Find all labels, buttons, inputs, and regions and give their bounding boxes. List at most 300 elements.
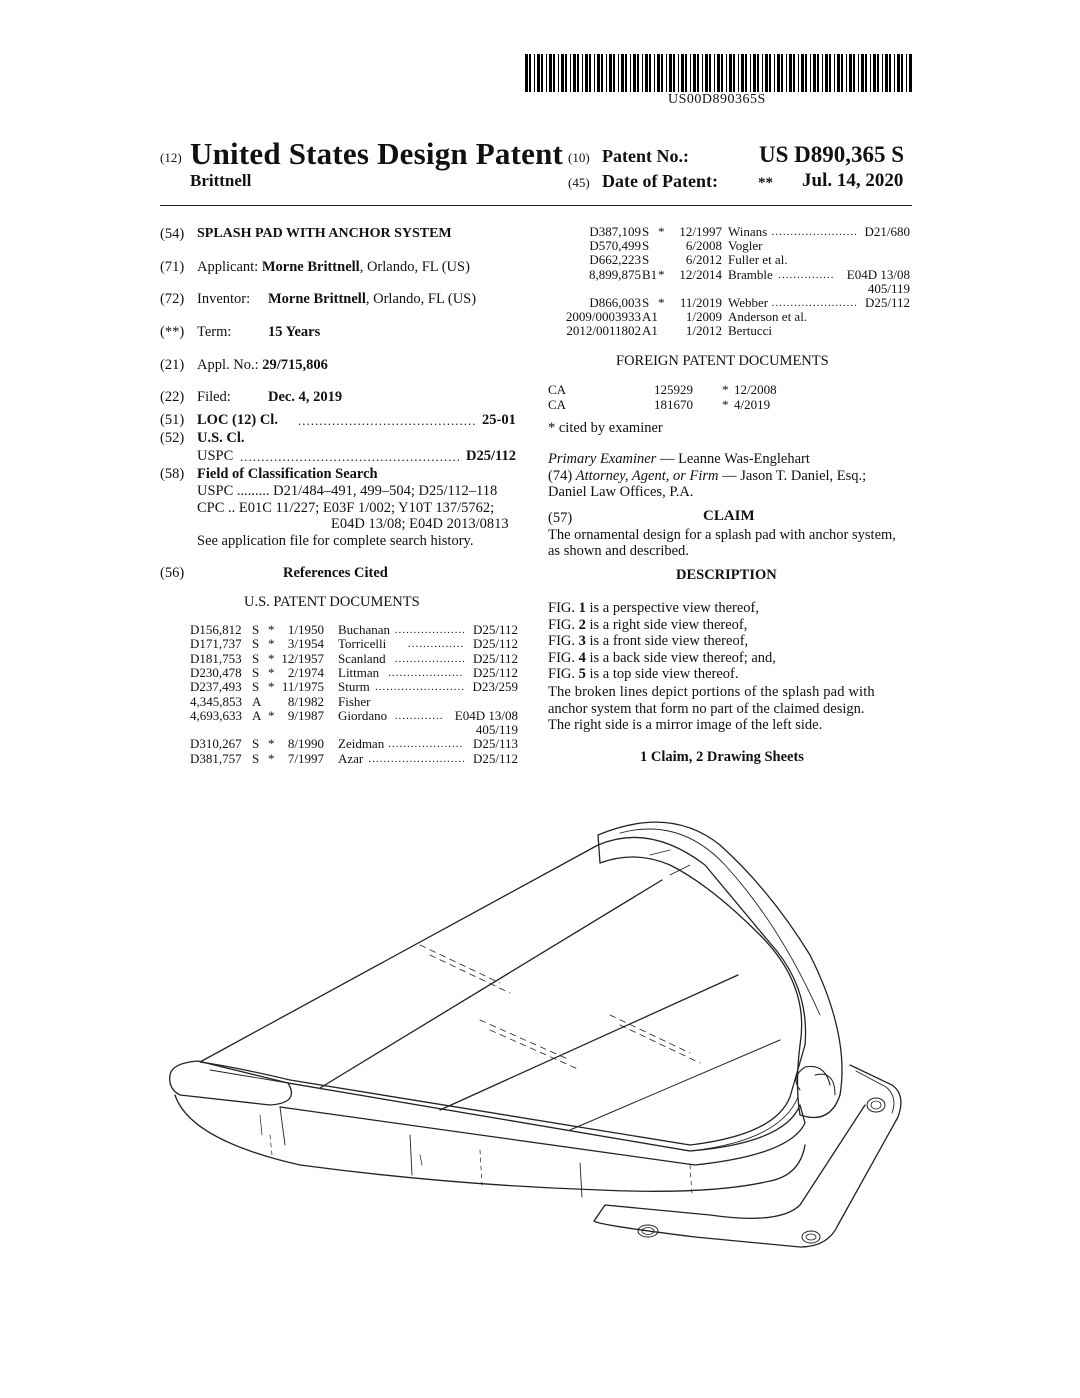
barcode-bar bbox=[534, 54, 535, 92]
barcode-bar bbox=[573, 54, 576, 92]
fig-text: is a perspective view thereof, bbox=[585, 600, 759, 616]
barcode-bar bbox=[777, 54, 780, 92]
barcode-bar bbox=[858, 54, 859, 92]
classification-cpc-2: E04D 13/08; E04D 2013/0813 bbox=[331, 516, 509, 532]
foreign-country: CA bbox=[548, 396, 567, 412]
reference-kind: S bbox=[252, 750, 260, 766]
reference-row bbox=[190, 652, 530, 666]
reference-kind: S bbox=[252, 622, 260, 637]
barcode-bar bbox=[745, 54, 747, 92]
reference-cls: D25/112 bbox=[472, 664, 518, 680]
barcode-bar bbox=[685, 54, 687, 92]
attorney-label: Attorney, Agent, or Firm bbox=[575, 468, 719, 484]
barcode-bar bbox=[609, 54, 612, 92]
fig-number: 5 bbox=[578, 666, 586, 682]
fig-number: 3 bbox=[578, 633, 586, 649]
reference-num: 4,693,633 bbox=[190, 707, 242, 723]
reference-kind: S bbox=[252, 636, 260, 652]
reference-cls: E04D 13/08 bbox=[454, 707, 518, 723]
reference-leader bbox=[395, 652, 464, 666]
reference-leader bbox=[772, 225, 856, 239]
examiner-label: Primary Examiner bbox=[548, 451, 657, 467]
reference-name: Anderson et al. bbox=[728, 309, 808, 325]
barcode-bar bbox=[741, 54, 744, 92]
barcode-bar bbox=[733, 54, 735, 92]
barcode-bar bbox=[765, 54, 768, 92]
barcode-bar bbox=[678, 54, 679, 92]
reference-kind: S bbox=[642, 252, 650, 268]
reference-num: D387,109 bbox=[589, 224, 641, 239]
classification-cpc-1: CPC .. E01C 11/227; E03F 1/002; Y10T 137/5762; bbox=[197, 500, 495, 516]
cited-note: * cited by examiner bbox=[548, 420, 663, 436]
reference-kind: A bbox=[252, 707, 262, 723]
fig-text: is a top side view thereof. bbox=[585, 666, 739, 682]
reference-date: 1/1950 bbox=[287, 622, 324, 637]
reference-row bbox=[548, 296, 910, 310]
reference-num: D866,003 bbox=[589, 295, 641, 310]
reference-cls: E04D 13/08 bbox=[846, 266, 910, 282]
field-51-code: (51) bbox=[160, 412, 185, 428]
barcode-bar bbox=[582, 54, 583, 92]
barcode-bar bbox=[798, 54, 799, 92]
barcode-bar bbox=[666, 54, 667, 92]
barcode-bar bbox=[529, 54, 531, 92]
barcode-bar bbox=[606, 54, 607, 92]
reference-kind: A bbox=[252, 693, 262, 709]
barcode-bar bbox=[897, 54, 900, 92]
applicant-line bbox=[197, 259, 470, 276]
reference-row bbox=[190, 709, 530, 723]
reference-num: D181,753 bbox=[190, 650, 242, 666]
reference-row bbox=[548, 310, 910, 324]
reference-name: Bertucci bbox=[728, 323, 773, 339]
reference-cls: D21/680 bbox=[864, 224, 910, 239]
barcode-bar bbox=[601, 54, 603, 92]
reference-row bbox=[548, 225, 910, 239]
reference-num: 8,899,875 bbox=[589, 266, 641, 282]
reference-star: * bbox=[268, 750, 275, 766]
reference-leader bbox=[388, 666, 463, 680]
fig-number: 4 bbox=[578, 649, 586, 666]
reference-row bbox=[190, 695, 530, 709]
fig-prefix: FIG. bbox=[548, 666, 579, 682]
barcode-bar bbox=[642, 54, 643, 92]
barcode-bar bbox=[649, 54, 651, 92]
reference-star: * bbox=[268, 736, 275, 752]
examiner-name: — Leanne Was-Englehart bbox=[656, 451, 810, 467]
inventor-name: Morne Brittnell bbox=[268, 291, 366, 307]
reference-star: * bbox=[268, 650, 275, 666]
patent-title: United States Design Patent bbox=[190, 136, 564, 171]
attorney-line bbox=[548, 468, 866, 485]
us-cl-label: U.S. Cl. bbox=[197, 430, 245, 446]
reference-date: 1/2012 bbox=[685, 323, 722, 339]
reference-num: D237,493 bbox=[190, 679, 242, 695]
barcode-bar bbox=[661, 54, 663, 92]
field-52-code: (52) bbox=[160, 430, 185, 446]
reference-num: 4,345,853 bbox=[190, 693, 242, 709]
uspc-value: D25/112 bbox=[466, 448, 516, 464]
barcode-bar bbox=[822, 54, 823, 92]
barcode-bar bbox=[546, 54, 547, 92]
reference-star: * bbox=[268, 622, 275, 637]
patent-date: Jul. 14, 2020 bbox=[802, 170, 904, 191]
reference-date: 12/1957 bbox=[281, 650, 324, 666]
barcode-bar bbox=[825, 54, 828, 92]
fig-prefix: FIG. bbox=[548, 616, 579, 633]
reference-kind: S bbox=[642, 224, 650, 239]
reference-star: * bbox=[268, 707, 275, 723]
fig-text: is a right side view thereof, bbox=[585, 616, 748, 633]
date-label: Date of Patent: bbox=[602, 171, 718, 191]
examiner-line bbox=[548, 451, 810, 468]
barcode-bar bbox=[549, 54, 552, 92]
field-56-code: (56) bbox=[160, 565, 185, 581]
attorney-firm: Daniel Law Offices, P.A. bbox=[548, 484, 694, 500]
broken-lines-2: anchor system that form no part of the claimed design. bbox=[548, 701, 865, 717]
loc-label: LOC (12) Cl. bbox=[197, 412, 278, 428]
reference-name: Scanland bbox=[338, 650, 386, 666]
barcode-bar bbox=[877, 54, 879, 92]
reference-row bbox=[190, 623, 530, 637]
reference-cls: D25/112 bbox=[472, 750, 518, 766]
reference-name: Zeidman bbox=[338, 736, 385, 752]
reference-num: D570,499 bbox=[589, 238, 641, 254]
reference-num: D156,812 bbox=[190, 622, 242, 637]
barcode-bar bbox=[558, 54, 559, 92]
barcode-bar bbox=[829, 54, 831, 92]
uspc-leader bbox=[240, 449, 462, 465]
barcode-bar bbox=[570, 54, 571, 92]
barcode-bar bbox=[801, 54, 804, 92]
inventor-line bbox=[268, 291, 476, 308]
reference-date: 6/2008 bbox=[685, 238, 722, 254]
splash-pad-perspective-drawing bbox=[150, 805, 930, 1285]
barcode-bar bbox=[565, 54, 567, 92]
reference-date: 12/1997 bbox=[679, 224, 722, 239]
barcode-bar bbox=[525, 54, 528, 92]
header-divider bbox=[160, 205, 912, 206]
foreign-star: * bbox=[722, 396, 729, 412]
reference-row bbox=[190, 723, 530, 737]
reference-num: D171,737 bbox=[190, 636, 242, 652]
reference-leader bbox=[408, 637, 464, 651]
reference-star: * bbox=[658, 295, 665, 310]
barcode-bar bbox=[810, 54, 811, 92]
fig-text: is a back side view thereof; and, bbox=[585, 649, 776, 666]
reference-name: Fuller et al. bbox=[728, 252, 788, 268]
reference-row bbox=[548, 239, 910, 253]
claims-sheets: 1 Claim, 2 Drawing Sheets bbox=[640, 749, 804, 765]
foreign-date: 12/2008 bbox=[734, 382, 777, 397]
barcode-bar bbox=[690, 54, 691, 92]
barcode-bar bbox=[714, 54, 715, 92]
field-72-code: (72) bbox=[160, 291, 185, 307]
appl-line bbox=[197, 357, 328, 374]
reference-star: * bbox=[268, 636, 275, 652]
reference-cls: D25/113 bbox=[472, 736, 518, 752]
reference-num: D230,478 bbox=[190, 664, 242, 680]
foreign-row bbox=[548, 398, 788, 412]
barcode-bar bbox=[537, 54, 540, 92]
classification-uspc: USPC ......... D21/484–491, 499–504; D25/112–118 bbox=[197, 483, 498, 499]
reference-kind: A1 bbox=[642, 323, 658, 339]
barcode-bar bbox=[909, 54, 912, 92]
foreign-country: CA bbox=[548, 382, 567, 397]
barcode-bar bbox=[618, 54, 619, 92]
reference-kind: S bbox=[642, 295, 650, 310]
barcode-bar bbox=[865, 54, 867, 92]
claim-code: (57) bbox=[548, 510, 573, 526]
barcode-bar bbox=[849, 54, 852, 92]
reference-name: Buchanan bbox=[338, 622, 390, 637]
barcode-bar bbox=[894, 54, 895, 92]
reference-cls: 405/119 bbox=[475, 722, 518, 738]
barcode-bar bbox=[882, 54, 883, 92]
reference-num: D662,223 bbox=[589, 252, 641, 268]
reference-kind: S bbox=[642, 238, 650, 254]
barcode-bar bbox=[630, 54, 631, 92]
reference-kind: S bbox=[252, 679, 260, 695]
barcode-bar bbox=[817, 54, 819, 92]
reference-num: D310,267 bbox=[190, 736, 242, 752]
reference-name: Webber bbox=[728, 295, 769, 310]
barcode-bar bbox=[721, 54, 723, 92]
barcode-bar bbox=[673, 54, 675, 92]
claim-line-1: The ornamental design for a splash pad with anchor system, bbox=[548, 527, 896, 543]
barcode-bar bbox=[585, 54, 588, 92]
reference-num: 2012/0011802 bbox=[566, 323, 641, 339]
barcode-bar bbox=[774, 54, 775, 92]
barcode-bar bbox=[717, 54, 720, 92]
reference-leader bbox=[388, 737, 463, 751]
fig-prefix: FIG. bbox=[548, 600, 579, 616]
barcode-bar bbox=[870, 54, 871, 92]
barcode-bar bbox=[637, 54, 639, 92]
fig-description bbox=[548, 650, 776, 667]
reference-leader bbox=[375, 680, 464, 694]
reference-cls: 405/119 bbox=[867, 280, 910, 296]
barcode-bar bbox=[873, 54, 876, 92]
appl-number: 29/715,806 bbox=[262, 357, 328, 373]
field-58-code: (58) bbox=[160, 466, 185, 482]
reference-date: 8/1982 bbox=[287, 693, 324, 709]
reference-date: 3/1954 bbox=[287, 636, 324, 652]
reference-leader bbox=[368, 752, 463, 766]
fig-description bbox=[548, 600, 759, 617]
term-value: 15 Years bbox=[268, 324, 321, 340]
fig-description bbox=[548, 633, 748, 650]
barcode-bar bbox=[709, 54, 711, 92]
reference-name: Littman bbox=[338, 664, 380, 680]
code-10: (10) bbox=[568, 150, 590, 165]
barcode-bar bbox=[738, 54, 739, 92]
code-45: (45) bbox=[568, 175, 590, 190]
fig-description bbox=[548, 617, 747, 634]
fig-number: 1 bbox=[578, 600, 586, 616]
barcode-bar bbox=[901, 54, 903, 92]
field-71-code: (71) bbox=[160, 259, 185, 275]
reference-num: D381,757 bbox=[190, 750, 242, 766]
field-54-code: (54) bbox=[160, 226, 185, 242]
barcode-bar bbox=[789, 54, 792, 92]
reference-date: 6/2012 bbox=[685, 252, 722, 268]
inventor-label: Inventor: bbox=[197, 291, 251, 307]
barcode-bar bbox=[625, 54, 627, 92]
appl-label: Appl. No.: bbox=[197, 357, 259, 373]
claim-heading: CLAIM bbox=[703, 508, 755, 524]
date-marker: ** bbox=[758, 175, 773, 191]
reference-cls: D23/259 bbox=[472, 679, 518, 695]
barcode-bar bbox=[841, 54, 843, 92]
barcode-bar bbox=[613, 54, 615, 92]
reference-cls: D25/112 bbox=[472, 636, 518, 652]
inventor-surname: Brittnell bbox=[190, 171, 252, 190]
foreign-heading: FOREIGN PATENT DOCUMENTS bbox=[616, 353, 829, 369]
reference-row bbox=[190, 637, 530, 651]
loc-value: 25-01 bbox=[482, 412, 516, 428]
filed-label: Filed: bbox=[197, 389, 231, 405]
barcode-bar bbox=[834, 54, 835, 92]
reference-name: Torricelli bbox=[338, 636, 387, 652]
reference-date: 1/2009 bbox=[685, 309, 722, 325]
reference-row bbox=[190, 680, 530, 694]
barcode-bar bbox=[729, 54, 732, 92]
field-21-code: (21) bbox=[160, 357, 185, 373]
mirror-note: The right side is a mirror image of the left side. bbox=[548, 717, 823, 733]
applicant-label: Applicant: bbox=[197, 259, 259, 275]
reference-star: * bbox=[268, 679, 275, 695]
barcode-bar bbox=[885, 54, 888, 92]
barcode-bar bbox=[702, 54, 703, 92]
reference-star: * bbox=[268, 664, 275, 680]
reference-cls: D25/112 bbox=[472, 622, 518, 637]
barcode-bar bbox=[805, 54, 807, 92]
barcode-bar bbox=[645, 54, 648, 92]
fig-prefix: FIG. bbox=[548, 649, 579, 666]
reference-date: 2/1974 bbox=[287, 664, 324, 680]
uspc-label: USPC bbox=[197, 448, 234, 464]
fig-prefix: FIG. bbox=[548, 633, 579, 649]
barcode-bar bbox=[786, 54, 787, 92]
reference-date: 7/1997 bbox=[287, 750, 324, 766]
claim-line-2: as shown and described. bbox=[548, 543, 689, 559]
foreign-star: * bbox=[722, 382, 729, 397]
reference-name: Azar bbox=[338, 750, 364, 766]
barcode bbox=[525, 54, 915, 92]
barcode-bar bbox=[633, 54, 636, 92]
reference-kind: A1 bbox=[642, 309, 658, 325]
reference-leader bbox=[395, 709, 442, 723]
fig-text: is a front side view thereof, bbox=[585, 633, 749, 649]
reference-date: 11/2019 bbox=[679, 295, 722, 310]
barcode-bar bbox=[793, 54, 795, 92]
barcode-bar bbox=[769, 54, 771, 92]
foreign-row bbox=[548, 383, 788, 397]
attorney-name: — Jason T. Daniel, Esq.; bbox=[718, 468, 867, 484]
barcode-bar bbox=[697, 54, 699, 92]
barcode-bar bbox=[621, 54, 624, 92]
reference-name: Bramble bbox=[728, 266, 773, 282]
fig-number: 2 bbox=[578, 616, 586, 633]
fig-description bbox=[548, 666, 739, 683]
reference-star: * bbox=[658, 224, 665, 239]
us-docs-heading: U.S. PATENT DOCUMENTS bbox=[244, 594, 420, 610]
reference-row bbox=[548, 324, 910, 338]
term-label: Term: bbox=[197, 324, 232, 340]
barcode-text: US00D890365S bbox=[668, 92, 766, 107]
reference-row bbox=[190, 666, 530, 680]
search-history-note: See application file for complete search history. bbox=[197, 533, 474, 549]
attorney-code: (74) bbox=[548, 468, 573, 484]
reference-cls: D25/112 bbox=[864, 295, 910, 310]
loc-leader bbox=[298, 413, 476, 429]
barcode-bar bbox=[705, 54, 708, 92]
barcode-bar bbox=[837, 54, 840, 92]
reference-num: 2009/0003933 bbox=[565, 309, 641, 325]
reference-kind: S bbox=[252, 664, 260, 680]
barcode-bar bbox=[669, 54, 672, 92]
reference-leader bbox=[778, 268, 834, 282]
reference-name: Winans bbox=[728, 224, 768, 239]
code-12: (12) bbox=[160, 150, 182, 165]
foreign-num: 181670 bbox=[654, 396, 693, 412]
reference-date: 12/2014 bbox=[679, 266, 722, 282]
broken-lines-1: The broken lines depict portions of the splash pad with bbox=[548, 684, 875, 700]
reference-kind: S bbox=[252, 650, 260, 666]
barcode-bar bbox=[753, 54, 756, 92]
barcode-bar bbox=[726, 54, 727, 92]
barcode-bar bbox=[853, 54, 855, 92]
barcode-bar bbox=[861, 54, 864, 92]
reference-date: 11/1975 bbox=[281, 679, 324, 695]
reference-name: Fisher bbox=[338, 693, 371, 709]
reference-kind: S bbox=[252, 736, 260, 752]
barcode-bar bbox=[757, 54, 759, 92]
barcode-bar bbox=[889, 54, 891, 92]
barcode-bar bbox=[762, 54, 763, 92]
foreign-date: 4/2019 bbox=[734, 396, 771, 412]
barcode-bar bbox=[846, 54, 847, 92]
patent-no-label: Patent No.: bbox=[602, 146, 689, 166]
applicant-name: Morne Brittnell bbox=[261, 259, 360, 275]
term-code: (**) bbox=[160, 324, 185, 340]
reference-row bbox=[548, 268, 910, 282]
barcode-bar bbox=[750, 54, 751, 92]
reference-row bbox=[190, 752, 530, 766]
reference-date: 8/1990 bbox=[287, 736, 324, 752]
barcode-bar bbox=[654, 54, 655, 92]
foreign-num: 125929 bbox=[654, 382, 693, 397]
design-title: SPLASH PAD WITH ANCHOR SYSTEM bbox=[197, 226, 452, 241]
reference-row bbox=[548, 282, 910, 296]
barcode-bar bbox=[813, 54, 816, 92]
barcode-bar bbox=[594, 54, 595, 92]
reference-row bbox=[190, 737, 530, 751]
reference-leader bbox=[395, 623, 464, 637]
inventor-location: , Orlando, FL (US) bbox=[365, 291, 477, 307]
reference-name: Sturm bbox=[338, 679, 370, 695]
barcode-bar bbox=[589, 54, 591, 92]
filed-date: Dec. 4, 2019 bbox=[268, 389, 343, 405]
barcode-bar bbox=[781, 54, 783, 92]
reference-star: * bbox=[658, 266, 665, 282]
reference-date: 9/1987 bbox=[287, 707, 324, 723]
applicant-location: , Orlando, FL (US) bbox=[359, 259, 470, 275]
barcode-bar bbox=[561, 54, 564, 92]
barcode-bar bbox=[597, 54, 600, 92]
reference-name: Giordano bbox=[338, 707, 388, 723]
